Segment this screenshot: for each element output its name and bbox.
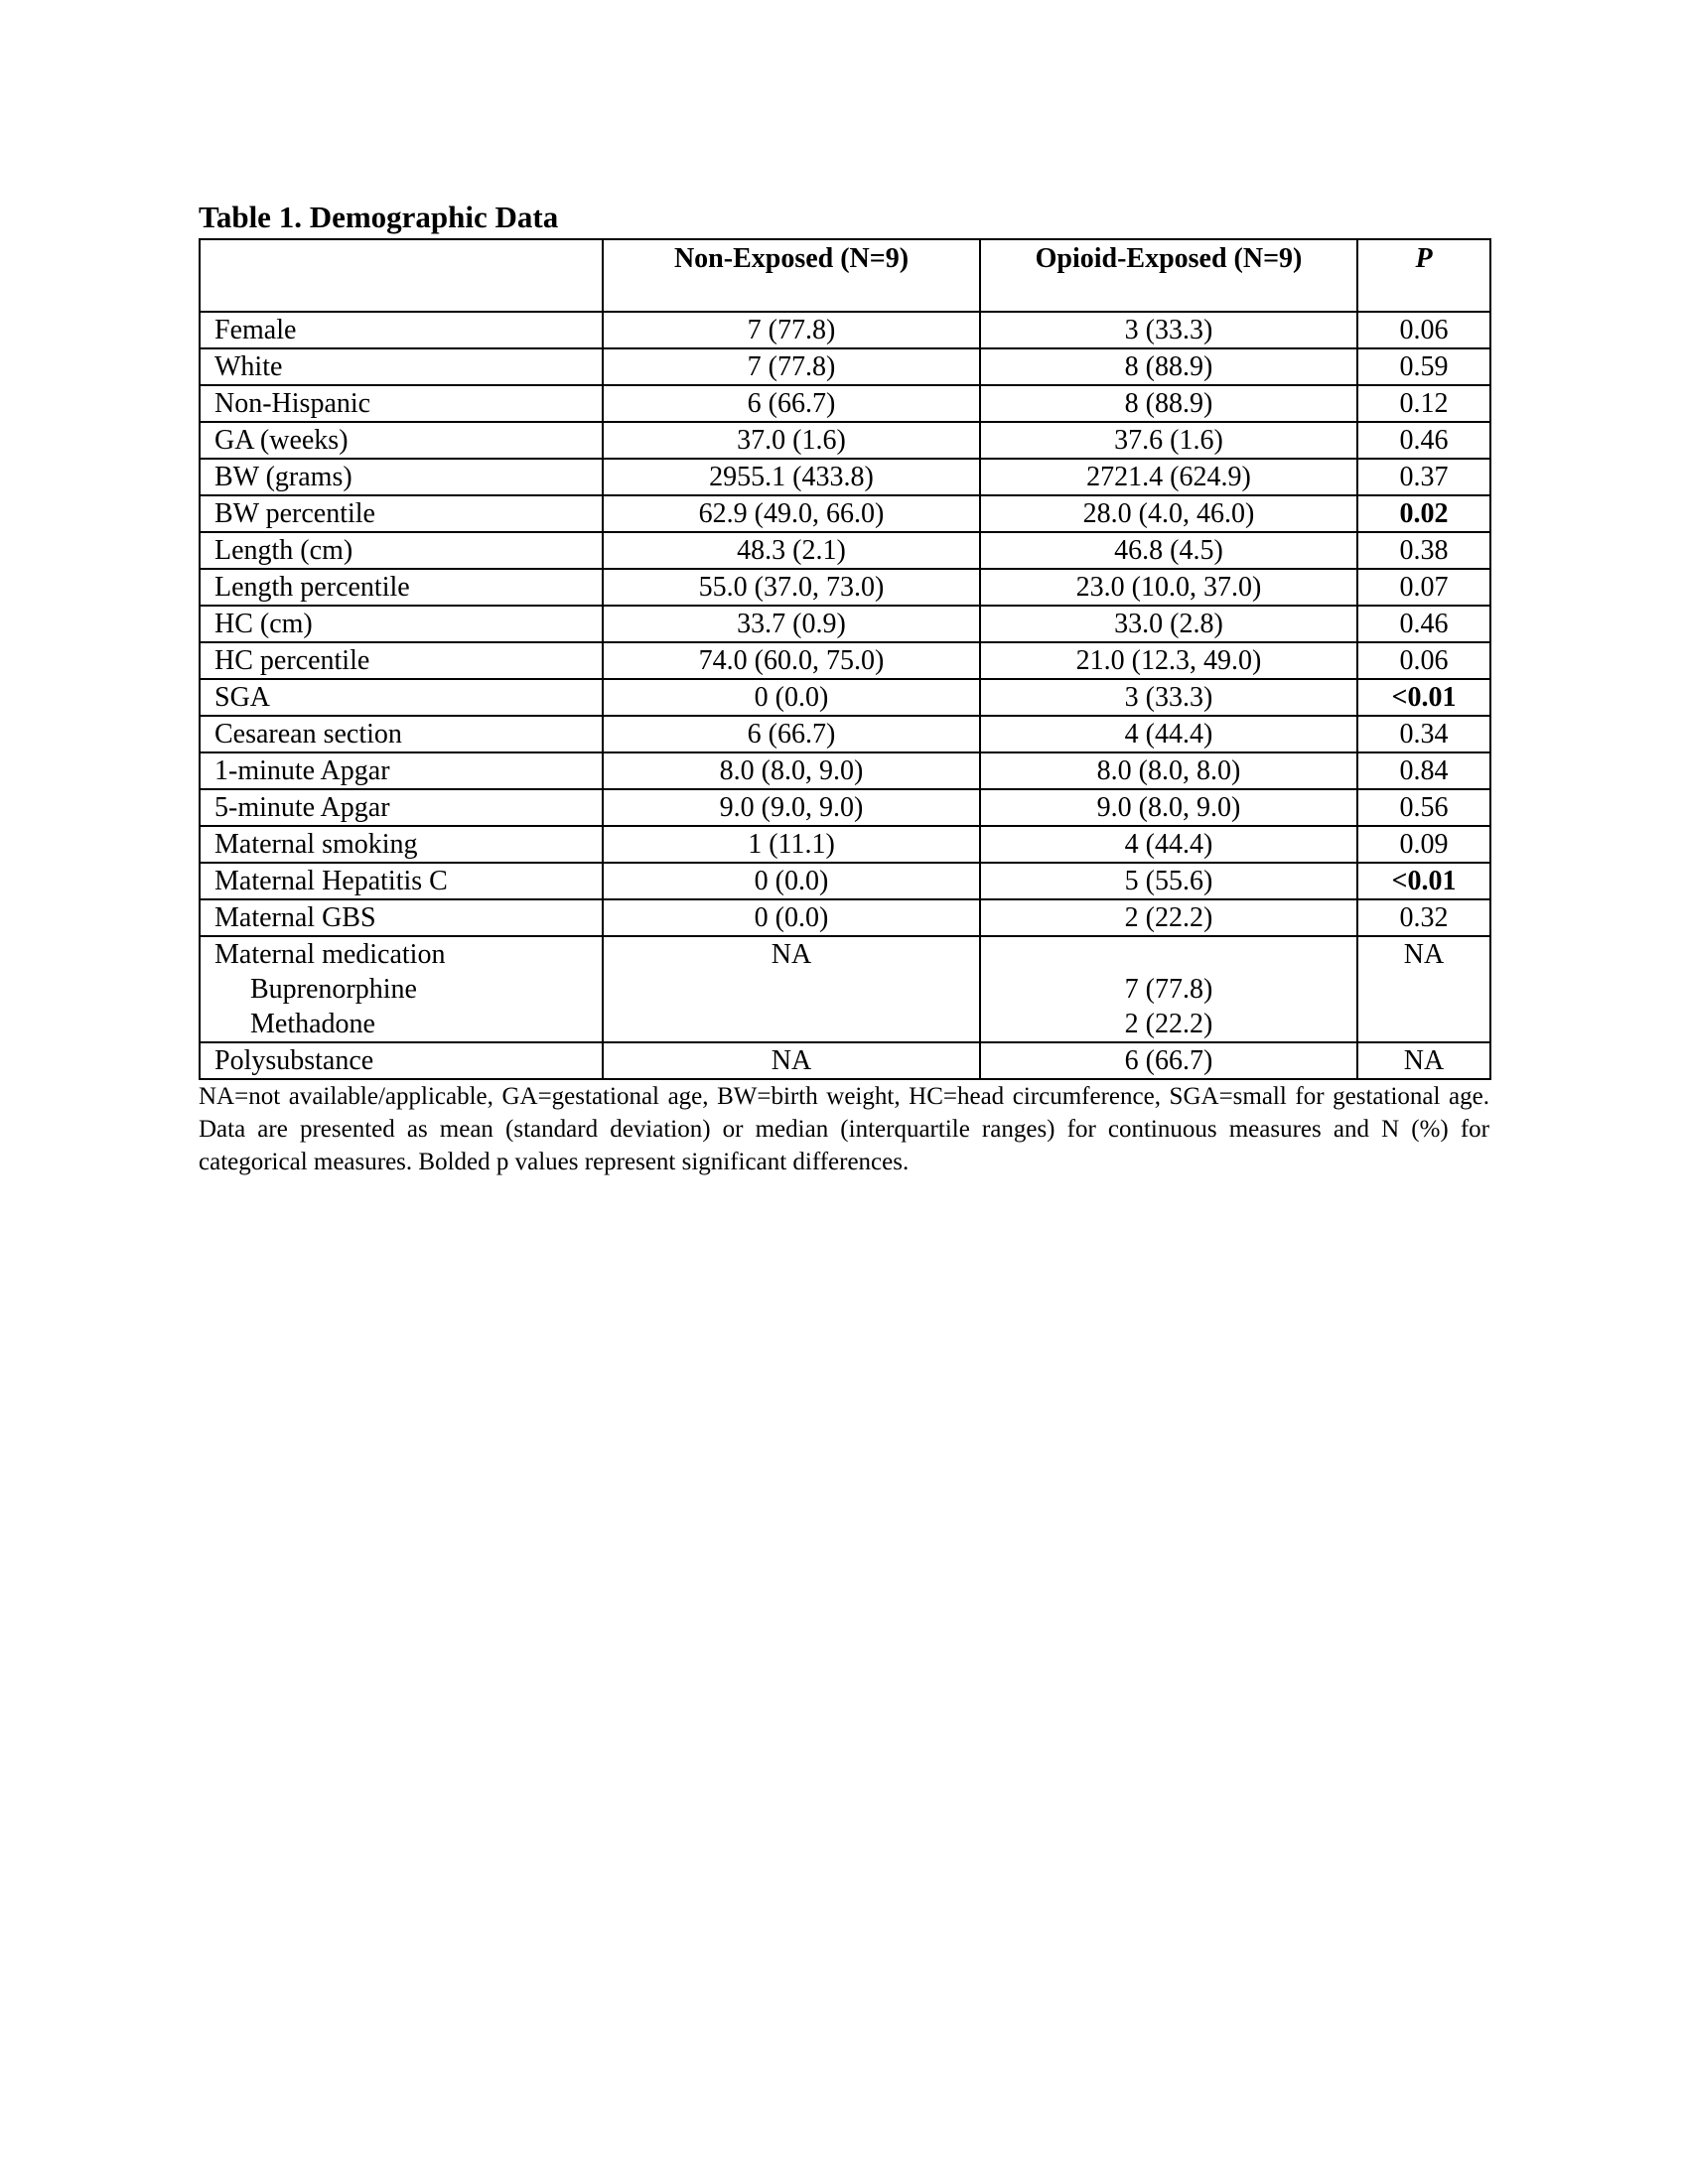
table-row — [200, 899, 1490, 936]
non-exposed-value: 6 (66.7) — [603, 716, 980, 752]
table-row-polysubstance — [200, 1042, 1490, 1079]
table-row — [200, 642, 1490, 679]
opioid-exposed-value: 8.0 (8.0, 8.0) — [980, 752, 1357, 789]
row-label: 1-minute Apgar — [200, 752, 603, 789]
p-value: 0.59 — [1357, 348, 1490, 385]
non-exposed-value — [603, 936, 980, 1042]
row-label — [200, 936, 603, 1042]
opioid-exposed-value: 4 (44.4) — [980, 716, 1357, 752]
document-page — [199, 199, 1489, 1178]
header-p-value: P — [1357, 239, 1490, 312]
opioid-exposed-value: 9.0 (8.0, 9.0) — [980, 789, 1357, 826]
row-label: Length (cm) — [200, 532, 603, 569]
opioid-exposed-value: 4 (44.4) — [980, 826, 1357, 863]
table-row — [200, 679, 1490, 716]
non-exposed-value: 33.7 (0.9) — [603, 606, 980, 642]
p-value: 0.06 — [1357, 642, 1490, 679]
opioid-exposed-value: 23.0 (10.0, 37.0) — [980, 569, 1357, 606]
medication-sub-value: 2 (22.2) — [1124, 1009, 1213, 1039]
p-value: 0.34 — [1357, 716, 1490, 752]
p-value: 0.02 — [1357, 495, 1490, 532]
table-row — [200, 385, 1490, 422]
p-value: <0.01 — [1357, 679, 1490, 716]
p-value: 0.46 — [1357, 606, 1490, 642]
row-label: White — [200, 348, 603, 385]
opioid-exposed-value: 8 (88.9) — [980, 385, 1357, 422]
table-footnote: NA=not available/applicable, GA=gestational age, BW=birth weight, HC=head circumference, SGA=small for gestational age. Data are presented as mean (standard deviation) or median (interquartile ranges) for continuous measures and N (%) for categorical measures. Bolded p values represent significant differences. — [199, 1083, 1489, 1175]
non-exposed-value: 7 (77.8) — [603, 312, 980, 348]
table-body — [200, 312, 1490, 1079]
p-value: 0.06 — [1357, 312, 1490, 348]
non-exposed-value: 6 (66.7) — [603, 385, 980, 422]
medication-sub-label: Buprenorphine — [250, 974, 417, 1005]
opioid-exposed-value: 28.0 (4.0, 46.0) — [980, 495, 1357, 532]
opioid-exposed-value: 37.6 (1.6) — [980, 422, 1357, 459]
non-exposed-value: NA — [603, 1042, 980, 1079]
table-row — [200, 863, 1490, 899]
non-exposed-value: 55.0 (37.0, 73.0) — [603, 569, 980, 606]
p-value: <0.01 — [1357, 863, 1490, 899]
opioid-exposed-value: 3 (33.3) — [980, 312, 1357, 348]
table-row — [200, 459, 1490, 495]
row-label: 5-minute Apgar — [200, 789, 603, 826]
opioid-exposed-value: 33.0 (2.8) — [980, 606, 1357, 642]
non-exposed-value: 7 (77.8) — [603, 348, 980, 385]
header-non-exposed: Non-Exposed (N=9) — [603, 239, 980, 312]
header-variable — [200, 239, 603, 312]
opioid-exposed-value: 46.8 (4.5) — [980, 532, 1357, 569]
non-exposed-value: 0 (0.0) — [603, 679, 980, 716]
table-row-maternal-medication — [200, 936, 1490, 1042]
p-value: 0.56 — [1357, 789, 1490, 826]
opioid-exposed-value: 3 (33.3) — [980, 679, 1357, 716]
row-label: Maternal Hepatitis C — [200, 863, 603, 899]
non-exposed-value: 48.3 (2.1) — [603, 532, 980, 569]
row-label: Length percentile — [200, 569, 603, 606]
row-label: Maternal smoking — [200, 826, 603, 863]
medication-non-exposed: NA — [771, 939, 812, 970]
opioid-exposed-value: 21.0 (12.3, 49.0) — [980, 642, 1357, 679]
table-row — [200, 532, 1490, 569]
row-label: Non-Hispanic — [200, 385, 603, 422]
non-exposed-value: 74.0 (60.0, 75.0) — [603, 642, 980, 679]
row-label: Cesarean section — [200, 716, 603, 752]
row-label: SGA — [200, 679, 603, 716]
non-exposed-value: 37.0 (1.6) — [603, 422, 980, 459]
table-row — [200, 789, 1490, 826]
non-exposed-value: 2955.1 (433.8) — [603, 459, 980, 495]
table-header-row — [200, 239, 1490, 312]
table-row — [200, 495, 1490, 532]
row-label: Maternal GBS — [200, 899, 603, 936]
row-label: BW percentile — [200, 495, 603, 532]
row-label: GA (weeks) — [200, 422, 603, 459]
opioid-exposed-value: 2721.4 (624.9) — [980, 459, 1357, 495]
p-value: 0.38 — [1357, 532, 1490, 569]
table-row — [200, 312, 1490, 348]
row-label: Polysubstance — [200, 1042, 603, 1079]
p-value: 0.09 — [1357, 826, 1490, 863]
table-row — [200, 422, 1490, 459]
medication-empty — [987, 937, 1350, 972]
table-row — [200, 716, 1490, 752]
medication-label: Maternal medication — [214, 939, 446, 970]
table-row — [200, 826, 1490, 863]
table-title: Table 1. Demographic Data — [199, 200, 559, 234]
medication-sub-value: 7 (77.8) — [1124, 974, 1213, 1005]
table-row — [200, 569, 1490, 606]
medication-sub-label: Methadone — [250, 1009, 375, 1039]
row-label: BW (grams) — [200, 459, 603, 495]
p-value — [1357, 936, 1490, 1042]
opioid-exposed-value: 5 (55.6) — [980, 863, 1357, 899]
non-exposed-value: 0 (0.0) — [603, 863, 980, 899]
opioid-exposed-value — [980, 936, 1357, 1042]
non-exposed-value: 1 (11.1) — [603, 826, 980, 863]
p-value: 0.84 — [1357, 752, 1490, 789]
table-row — [200, 752, 1490, 789]
p-value: 0.12 — [1357, 385, 1490, 422]
table-row — [200, 348, 1490, 385]
p-value: 0.46 — [1357, 422, 1490, 459]
p-value: 0.37 — [1357, 459, 1490, 495]
row-label: HC (cm) — [200, 606, 603, 642]
non-exposed-value: 9.0 (9.0, 9.0) — [603, 789, 980, 826]
non-exposed-value: 0 (0.0) — [603, 899, 980, 936]
non-exposed-value: 8.0 (8.0, 9.0) — [603, 752, 980, 789]
demographic-table — [199, 238, 1491, 1080]
opioid-exposed-value: 6 (66.7) — [980, 1042, 1357, 1079]
opioid-exposed-value: 8 (88.9) — [980, 348, 1357, 385]
medication-p: NA — [1403, 939, 1445, 970]
p-value: 0.32 — [1357, 899, 1490, 936]
row-label: HC percentile — [200, 642, 603, 679]
non-exposed-value: 62.9 (49.0, 66.0) — [603, 495, 980, 532]
p-value: 0.07 — [1357, 569, 1490, 606]
p-value: NA — [1357, 1042, 1490, 1079]
opioid-exposed-value: 2 (22.2) — [980, 899, 1357, 936]
header-opioid-exposed: Opioid-Exposed (N=9) — [980, 239, 1357, 312]
table-row — [200, 606, 1490, 642]
row-label: Female — [200, 312, 603, 348]
